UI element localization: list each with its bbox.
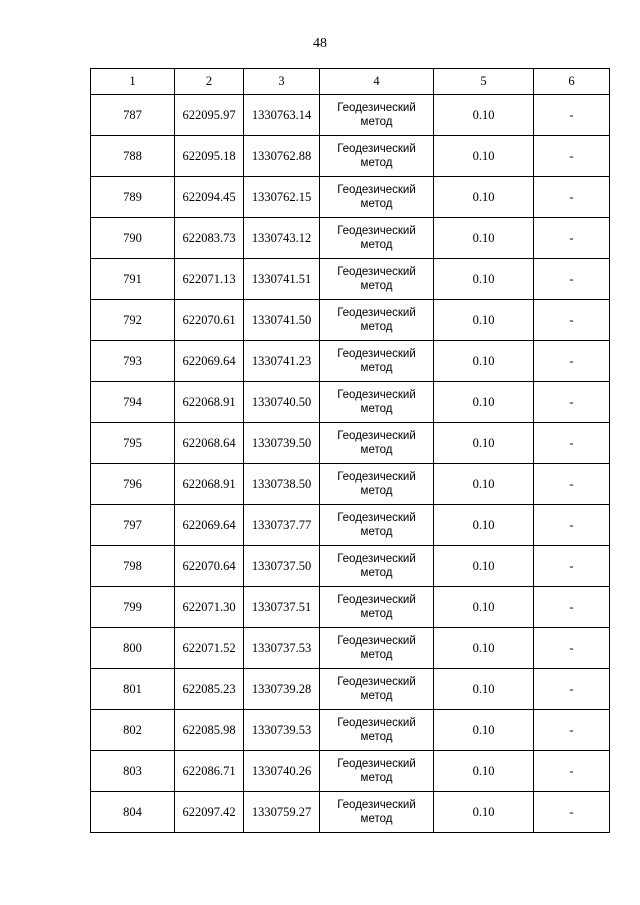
x-coordinate-cell: 622094.45	[175, 177, 244, 218]
note-cell: -	[534, 792, 610, 833]
method-line-2: метод	[360, 608, 393, 620]
column-header-1: 1	[91, 69, 175, 95]
point-number-cell: 787	[91, 95, 175, 136]
x-coordinate-cell: 622070.64	[175, 546, 244, 587]
x-coordinate-cell: 622068.64	[175, 423, 244, 464]
method-cell	[320, 218, 434, 259]
table-row	[91, 505, 610, 546]
y-coordinate-cell: 1330741.23	[244, 341, 320, 382]
y-coordinate-cell: 1330740.26	[244, 751, 320, 792]
accuracy-cell: 0.10	[434, 382, 534, 423]
y-coordinate-cell: 1330743.12	[244, 218, 320, 259]
method-line-2: метод	[360, 239, 393, 251]
method-line-2: метод	[360, 362, 393, 374]
x-coordinate-cell: 622097.42	[175, 792, 244, 833]
table-row	[91, 382, 610, 423]
method-cell	[320, 546, 434, 587]
method-line-1: Геодезический	[337, 758, 416, 770]
point-number-cell: 803	[91, 751, 175, 792]
method-cell	[320, 669, 434, 710]
x-coordinate-cell: 622085.23	[175, 669, 244, 710]
column-header-4: 4	[320, 69, 434, 95]
point-number-cell: 797	[91, 505, 175, 546]
y-coordinate-cell: 1330739.53	[244, 710, 320, 751]
note-cell: -	[534, 751, 610, 792]
y-coordinate-cell: 1330738.50	[244, 464, 320, 505]
accuracy-cell: 0.10	[434, 628, 534, 669]
accuracy-cell: 0.10	[434, 259, 534, 300]
note-cell: -	[534, 177, 610, 218]
y-coordinate-cell: 1330762.88	[244, 136, 320, 177]
accuracy-cell: 0.10	[434, 300, 534, 341]
page-number: 48	[313, 36, 327, 51]
table-row	[91, 177, 610, 218]
method-line-2: метод	[360, 116, 393, 128]
point-number-cell: 791	[91, 259, 175, 300]
column-header-2: 2	[175, 69, 244, 95]
method-cell	[320, 464, 434, 505]
x-coordinate-cell: 622068.91	[175, 464, 244, 505]
method-line-1: Геодезический	[337, 512, 416, 524]
y-coordinate-cell: 1330737.77	[244, 505, 320, 546]
note-cell: -	[534, 300, 610, 341]
accuracy-cell: 0.10	[434, 341, 534, 382]
table-row	[91, 259, 610, 300]
method-cell	[320, 341, 434, 382]
point-number-cell: 802	[91, 710, 175, 751]
method-line-2: метод	[360, 444, 393, 456]
point-number-cell: 790	[91, 218, 175, 259]
method-line-1: Геодезический	[337, 799, 416, 811]
x-coordinate-cell: 622071.13	[175, 259, 244, 300]
table-row	[91, 464, 610, 505]
method-cell	[320, 300, 434, 341]
method-line-1: Геодезический	[337, 266, 416, 278]
method-line-1: Геодезический	[337, 471, 416, 483]
y-coordinate-cell: 1330763.14	[244, 95, 320, 136]
note-cell: -	[534, 95, 610, 136]
accuracy-cell: 0.10	[434, 177, 534, 218]
method-cell	[320, 177, 434, 218]
table-row	[91, 792, 610, 833]
y-coordinate-cell: 1330762.15	[244, 177, 320, 218]
method-line-2: метод	[360, 485, 393, 497]
y-coordinate-cell: 1330737.50	[244, 546, 320, 587]
accuracy-cell: 0.10	[434, 710, 534, 751]
method-line-1: Геодезический	[337, 184, 416, 196]
method-line-1: Геодезический	[337, 307, 416, 319]
method-cell	[320, 423, 434, 464]
table-row	[91, 710, 610, 751]
note-cell: -	[534, 464, 610, 505]
accuracy-cell: 0.10	[434, 546, 534, 587]
table-row	[91, 669, 610, 710]
method-cell	[320, 710, 434, 751]
point-number-cell: 788	[91, 136, 175, 177]
method-line-2: метод	[360, 649, 393, 661]
point-number-cell: 800	[91, 628, 175, 669]
method-line-2: метод	[360, 198, 393, 210]
y-coordinate-cell: 1330740.50	[244, 382, 320, 423]
x-coordinate-cell: 622095.18	[175, 136, 244, 177]
accuracy-cell: 0.10	[434, 464, 534, 505]
method-line-1: Геодезический	[337, 430, 416, 442]
method-cell	[320, 628, 434, 669]
method-cell	[320, 259, 434, 300]
point-number-cell: 793	[91, 341, 175, 382]
table-row	[91, 628, 610, 669]
x-coordinate-cell: 622070.61	[175, 300, 244, 341]
method-cell	[320, 136, 434, 177]
table-header-row	[91, 69, 610, 95]
point-number-cell: 804	[91, 792, 175, 833]
point-number-cell: 801	[91, 669, 175, 710]
method-line-2: метод	[360, 403, 393, 415]
note-cell: -	[534, 669, 610, 710]
x-coordinate-cell: 622083.73	[175, 218, 244, 259]
method-cell	[320, 751, 434, 792]
point-number-cell: 795	[91, 423, 175, 464]
method-line-1: Геодезический	[337, 143, 416, 155]
point-number-cell: 789	[91, 177, 175, 218]
y-coordinate-cell: 1330739.28	[244, 669, 320, 710]
y-coordinate-cell: 1330737.53	[244, 628, 320, 669]
method-line-2: метод	[360, 813, 393, 825]
note-cell: -	[534, 341, 610, 382]
accuracy-cell: 0.10	[434, 95, 534, 136]
x-coordinate-cell: 622069.64	[175, 505, 244, 546]
y-coordinate-cell: 1330741.51	[244, 259, 320, 300]
method-line-1: Геодезический	[337, 594, 416, 606]
method-line-1: Геодезический	[337, 389, 416, 401]
note-cell: -	[534, 710, 610, 751]
point-number-cell: 794	[91, 382, 175, 423]
method-line-2: метод	[360, 567, 393, 579]
table-row	[91, 300, 610, 341]
table-row	[91, 751, 610, 792]
x-coordinate-cell: 622071.30	[175, 587, 244, 628]
column-header-6: 6	[534, 69, 610, 95]
accuracy-cell: 0.10	[434, 136, 534, 177]
method-line-1: Геодезический	[337, 635, 416, 647]
table-body	[91, 95, 610, 833]
point-number-cell: 792	[91, 300, 175, 341]
accuracy-cell: 0.10	[434, 587, 534, 628]
accuracy-cell: 0.10	[434, 669, 534, 710]
accuracy-cell: 0.10	[434, 423, 534, 464]
note-cell: -	[534, 423, 610, 464]
method-cell	[320, 792, 434, 833]
column-header-3: 3	[244, 69, 320, 95]
accuracy-cell: 0.10	[434, 751, 534, 792]
accuracy-cell: 0.10	[434, 505, 534, 546]
point-number-cell: 798	[91, 546, 175, 587]
method-line-1: Геодезический	[337, 102, 416, 114]
method-line-2: метод	[360, 731, 393, 743]
method-line-2: метод	[360, 280, 393, 292]
table-row	[91, 136, 610, 177]
method-cell	[320, 382, 434, 423]
note-cell: -	[534, 218, 610, 259]
x-coordinate-cell: 622095.97	[175, 95, 244, 136]
note-cell: -	[534, 505, 610, 546]
table-row	[91, 587, 610, 628]
method-line-1: Геодезический	[337, 676, 416, 688]
y-coordinate-cell: 1330759.27	[244, 792, 320, 833]
column-header-5: 5	[434, 69, 534, 95]
method-line-1: Геодезический	[337, 225, 416, 237]
note-cell: -	[534, 546, 610, 587]
x-coordinate-cell: 622068.91	[175, 382, 244, 423]
table-row	[91, 95, 610, 136]
note-cell: -	[534, 136, 610, 177]
table-row	[91, 423, 610, 464]
table-row	[91, 341, 610, 382]
y-coordinate-cell: 1330737.51	[244, 587, 320, 628]
method-line-2: метод	[360, 772, 393, 784]
coordinates-table	[90, 68, 610, 833]
method-cell	[320, 95, 434, 136]
point-number-cell: 796	[91, 464, 175, 505]
x-coordinate-cell: 622069.64	[175, 341, 244, 382]
method-line-1: Геодезический	[337, 348, 416, 360]
x-coordinate-cell: 622086.71	[175, 751, 244, 792]
x-coordinate-cell: 622085.98	[175, 710, 244, 751]
note-cell: -	[534, 587, 610, 628]
note-cell: -	[534, 628, 610, 669]
method-line-2: метод	[360, 321, 393, 333]
table-row	[91, 546, 610, 587]
method-line-2: метод	[360, 526, 393, 538]
method-cell	[320, 505, 434, 546]
note-cell: -	[534, 259, 610, 300]
accuracy-cell: 0.10	[434, 792, 534, 833]
method-cell	[320, 587, 434, 628]
method-line-1: Геодезический	[337, 717, 416, 729]
table-row	[91, 218, 610, 259]
method-line-2: метод	[360, 690, 393, 702]
y-coordinate-cell: 1330739.50	[244, 423, 320, 464]
method-line-1: Геодезический	[337, 553, 416, 565]
point-number-cell: 799	[91, 587, 175, 628]
note-cell: -	[534, 382, 610, 423]
x-coordinate-cell: 622071.52	[175, 628, 244, 669]
method-line-2: метод	[360, 157, 393, 169]
y-coordinate-cell: 1330741.50	[244, 300, 320, 341]
accuracy-cell: 0.10	[434, 218, 534, 259]
